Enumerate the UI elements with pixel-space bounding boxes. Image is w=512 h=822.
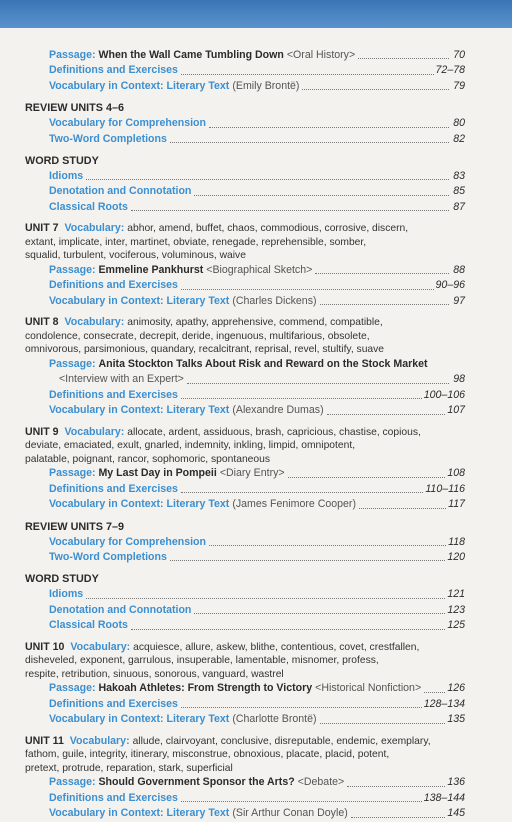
page-number: 145 <box>447 807 465 820</box>
toc-entry-passage[interactable]: Passage: Emmeline Pankhurst <Biographical Sketch> 88 <box>25 263 465 278</box>
page-number: 120 <box>447 551 465 564</box>
section-heading: REVIEW UNITS 7–9 <box>25 520 124 533</box>
passage-title: Emmeline Pankhurst <box>98 264 204 277</box>
toc-entry-vocab-context[interactable]: Vocabulary in Context: Literary Text (Alexandre Dumas) 107 <box>25 403 465 418</box>
dot-leader <box>181 707 422 708</box>
page-number: 88 <box>453 264 465 277</box>
toc-entry-passage[interactable]: Passage: Should Government Sponsor the Arts? <Debate> 136 <box>25 775 465 790</box>
page-number: 83 <box>453 170 465 183</box>
toc-entry[interactable]: Vocabulary for Comprehension 118 <box>25 535 465 550</box>
page-number: 125 <box>447 619 465 632</box>
page-number: 100–106 <box>423 388 465 401</box>
section-heading: WORD STUDY <box>25 573 99 586</box>
section-heading: REVIEW UNITS 4–6 <box>25 102 124 115</box>
unit-11-section <box>25 735 465 822</box>
dot-leader <box>288 477 446 478</box>
dot-leader <box>327 414 446 415</box>
dot-leader <box>131 629 445 630</box>
page-number: 121 <box>447 588 465 601</box>
page-number: 82 <box>453 132 465 145</box>
dot-leader <box>181 289 434 290</box>
toc-entry-vocab-context[interactable]: Vocabulary in Context: Literary Text (James Fenimore Cooper) 117 <box>25 497 465 512</box>
dot-leader <box>181 74 434 75</box>
dot-leader <box>181 492 423 493</box>
toc-entry-passage[interactable]: Passage: Hakoah Athletes: From Strength to Victory <Historical Nonfiction> 126 <box>25 681 465 696</box>
unit-vocab-list: UNIT 11 Vocabulary: allude, clairvoyant, conclusive, disreputable, endemic, exemplary, fathom, guile, integrity, itinerary, misconstrue, obnoxious, placate, placid, potent, pretext, protrude, reparation, stark, superficial <box>25 734 431 774</box>
unit-label: UNIT 9 <box>25 425 59 438</box>
page-number: 98 <box>453 373 465 386</box>
page-number: 80 <box>453 117 465 130</box>
toc-entry[interactable]: Two-Word Completions 120 <box>25 550 465 565</box>
toc-entry-definitions[interactable]: Definitions and Exercises 72–78 <box>25 63 465 78</box>
unit-7-section <box>25 222 465 309</box>
dot-leader <box>181 801 422 802</box>
word-study-section <box>25 572 465 633</box>
toc-entry-passage[interactable]: Passage: Anita Stockton Talks About Risk and Reward on the Stock Market <box>25 357 465 372</box>
unit-vocab-list: UNIT 10 Vocabulary: acquiesce, allure, askew, blithe, contentious, covet, crestfallen, disheveled, exponent, garrulous, insuperable, lamentable, misnomer, profess, respite, retribution, sinuous, sonorous, vanguard, wastrel <box>25 640 420 680</box>
page-number: 87 <box>453 200 465 213</box>
page-number: 90–96 <box>435 279 465 292</box>
unit-vocab-list: UNIT 9 Vocabulary: allocate, ardent, assiduous, brash, capricious, chastise, copious, deviate, emaciated, exult, gnarled, indemnity, inkling, limpid, omnipotent, palatable, poignant, rancor, sophomoric, spontaneous <box>25 425 421 465</box>
page-number: 85 <box>453 185 465 198</box>
toc-entry[interactable]: Two-Word Completions 82 <box>25 132 465 147</box>
dot-leader <box>315 273 449 274</box>
dot-leader <box>358 58 449 59</box>
page-number: 117 <box>448 498 465 511</box>
dot-leader <box>347 786 445 787</box>
toc-entry-definitions[interactable]: Definitions and Exercises 100–106 <box>25 388 465 403</box>
dot-leader <box>209 127 449 128</box>
dot-leader <box>187 383 449 384</box>
unit-label: UNIT 7 <box>25 222 59 235</box>
dot-leader <box>86 598 445 599</box>
top-blue-band <box>0 0 512 28</box>
unit-9-section <box>25 426 465 513</box>
passage-title: When the Wall Came Tumbling Down <box>98 49 284 61</box>
dot-leader <box>320 723 446 724</box>
toc-entry-passage[interactable]: Passage: My Last Day in Pompeii <Diary Entry> 108 <box>25 466 465 481</box>
dot-leader <box>131 210 449 211</box>
review-section <box>25 520 465 566</box>
word-study-section <box>25 154 465 215</box>
toc-entry[interactable]: Classical Roots 87 <box>25 200 465 215</box>
unit-label: UNIT 11 <box>25 734 64 747</box>
toc-entry[interactable]: Idioms 121 <box>25 587 465 602</box>
passage-title: Hakoah Athletes: From Strength to Victory <box>98 682 313 695</box>
passage-title: Should Government Sponsor the Arts? <box>98 776 295 789</box>
toc-entry-passage[interactable]: Passage: When the Wall Came Tumbling Down <Oral History> 70 <box>25 48 465 63</box>
unit-label: UNIT 8 <box>25 316 59 329</box>
toc-entry[interactable]: Idioms 83 <box>25 169 465 184</box>
dot-leader <box>359 508 446 509</box>
page-number: 135 <box>447 713 465 726</box>
page-number: 97 <box>453 294 465 307</box>
page-number: 118 <box>448 535 465 548</box>
unit-10-section <box>25 641 465 728</box>
section-heading: WORD STUDY <box>25 155 99 168</box>
toc-entry-vocab-context[interactable]: Vocabulary in Context: Literary Text (Emily Brontë) 79 <box>25 79 465 94</box>
page-number: 110–116 <box>425 482 465 495</box>
toc-entry[interactable]: Denotation and Connotation 85 <box>25 184 465 199</box>
toc-entry-definitions[interactable]: Definitions and Exercises 90–96 <box>25 278 465 293</box>
unit-vocab-list: UNIT 8 Vocabulary: animosity, apathy, apprehensive, commend, compatible, condolence, consecrate, decrepit, deride, ingenuous, multifarious, obsolete, omnivorous, parsimonious, quandary, recalcitrant, reprisal, revel, stultify, suave <box>25 316 385 356</box>
unit-label: UNIT 10 <box>25 640 65 653</box>
toc-entry-vocab-context[interactable]: Vocabulary in Context: Literary Text (Sir Arthur Conan Doyle) 145 <box>25 806 465 821</box>
dot-leader <box>424 692 445 693</box>
page-number: 70 <box>453 49 465 61</box>
page-number: 108 <box>447 467 465 480</box>
page-number: 79 <box>453 79 465 92</box>
toc-entry[interactable]: Vocabulary for Comprehension 80 <box>25 116 465 131</box>
unit-vocab-list: UNIT 7 Vocabulary: abhor, amend, buffet, chaos, commodious, corrosive, discern, extant, implicate, inter, martinet, obviate, renegade, reprehensible, somber, squalid, turbulent, vociferous, voluminous, waive <box>25 222 409 262</box>
toc-entry-definitions[interactable]: Definitions and Exercises 110–116 <box>25 482 465 497</box>
dot-leader <box>170 142 449 143</box>
page-number: 128–134 <box>423 697 465 710</box>
dot-leader <box>194 195 449 196</box>
toc-entry-vocab-context[interactable]: Vocabulary in Context: Literary Text (Charles Dickens) 97 <box>25 294 465 309</box>
toc-entry[interactable]: Classical Roots 125 <box>25 618 465 633</box>
dot-leader <box>302 89 449 90</box>
unit-8-section <box>25 316 465 418</box>
table-of-contents <box>25 48 465 822</box>
dot-leader <box>351 817 446 818</box>
review-section <box>25 101 465 147</box>
dot-leader <box>194 613 445 614</box>
page-number: 126 <box>447 682 465 695</box>
page-number: 107 <box>447 404 465 417</box>
dot-leader <box>86 179 449 180</box>
toc-entry-vocab-context[interactable]: Vocabulary in Context: Literary Text (Charlotte Brontë) 135 <box>25 712 465 727</box>
passage-title: My Last Day in Pompeii <box>98 467 217 480</box>
toc-entry-passage-note: <Interview with an Expert> 98 <box>25 372 465 387</box>
page-number: 123 <box>447 603 465 616</box>
toc-entry[interactable]: Denotation and Connotation 123 <box>25 603 465 618</box>
page-number: 136 <box>447 776 465 789</box>
dot-leader <box>170 560 445 561</box>
toc-entry-definitions[interactable]: Definitions and Exercises 138–144 <box>25 791 465 806</box>
page-number: 138–144 <box>423 791 465 804</box>
page-number: 72–78 <box>435 64 465 77</box>
toc-entry-definitions[interactable]: Definitions and Exercises 128–134 <box>25 697 465 712</box>
passage-title: Anita Stockton Talks About Risk and Reward on the Stock Market <box>98 358 428 371</box>
dot-leader <box>209 545 446 546</box>
dot-leader <box>320 304 449 305</box>
dot-leader <box>181 398 422 399</box>
